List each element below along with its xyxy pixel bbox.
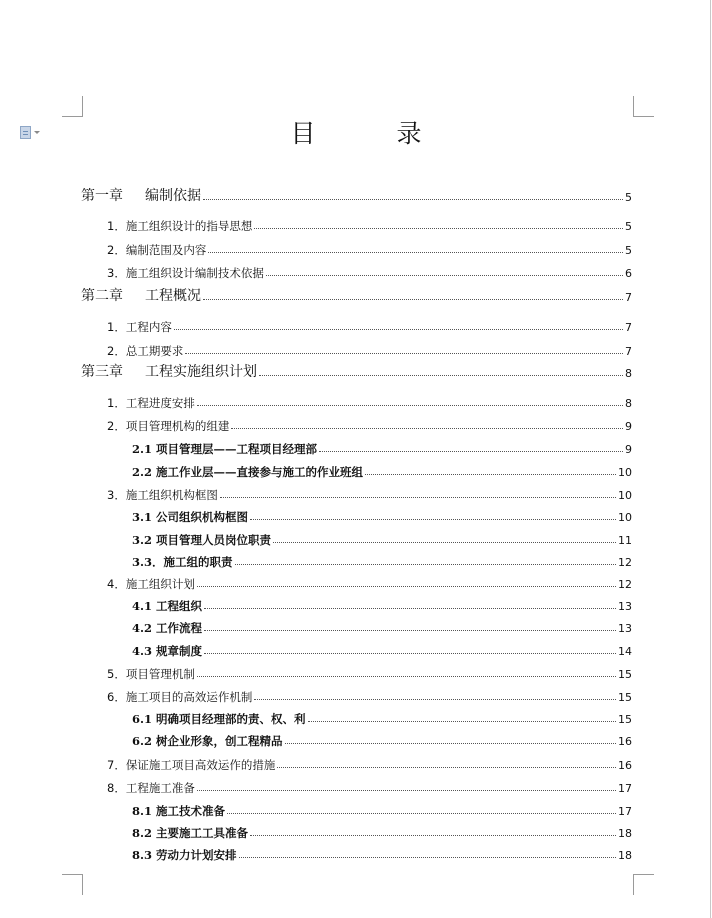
toc-leader-dots — [285, 743, 616, 744]
toc-page-number: 18 — [618, 849, 632, 862]
toc-page-number: 10 — [618, 489, 632, 502]
toc-leader-dots — [220, 497, 616, 498]
toc-entry-label: 1．施工组织设计的指导思想 — [107, 218, 253, 233]
toc-leader-dots — [239, 857, 616, 858]
toc-entry-title — [107, 666, 195, 681]
toc-entry-label: 8.3 劳动力计划安排 — [132, 847, 237, 862]
toc-entry[interactable] — [0, 412, 712, 432]
crop-mark-bottom-right — [633, 874, 654, 895]
toc-entry-label: 8.2 主要施工工具准备 — [132, 825, 249, 840]
toc-entry-title — [132, 509, 249, 524]
toc-page-number: 5 — [625, 191, 632, 204]
toc-leader-dots — [204, 608, 616, 609]
toc-entry-title — [81, 189, 201, 203]
toc-entry[interactable] — [0, 458, 712, 478]
toc-entry-label: 4.1 工程组织 — [132, 598, 203, 613]
toc-entry[interactable] — [0, 503, 712, 523]
toc-entry[interactable] — [0, 337, 712, 357]
toc-page-number: 18 — [618, 827, 632, 840]
toc-entry-title — [107, 242, 207, 257]
toc-entry-label: 6.1 明确项目经理部的责、权、利 — [132, 711, 306, 726]
toc-leader-dots — [231, 428, 623, 429]
toc-page-number: 15 — [618, 713, 632, 726]
toc-leader-dots — [174, 329, 623, 330]
toc-entry[interactable] — [0, 570, 712, 590]
toc-entry-label: 7．保证施工项目高效运作的措施 — [107, 757, 276, 772]
toc-entry-label: 8.1 施工技术准备 — [132, 803, 226, 818]
toc-entry[interactable] — [0, 705, 712, 725]
toc-entry[interactable] — [0, 259, 712, 279]
toc-entry-title — [132, 441, 318, 456]
toc-leader-dots — [277, 767, 616, 768]
toc-entry-label: 3．施工组织机构框图 — [107, 487, 218, 502]
toc-entry[interactable] — [0, 359, 712, 379]
toc-page-number: 15 — [618, 691, 632, 704]
toc-entry-title — [132, 733, 283, 748]
toc-entry-label: 4．施工组织计划 — [107, 576, 195, 591]
toc-leader-dots — [185, 353, 623, 354]
toc-entry[interactable] — [0, 389, 712, 409]
toc-page-number: 8 — [625, 367, 632, 380]
toc-entry-label: 工程概况 — [145, 288, 201, 304]
toc-page-number: 12 — [618, 578, 632, 591]
toc-entry-title — [132, 847, 237, 862]
toc-chapter-number: 第二章 — [81, 288, 123, 304]
toc-entry-label: 3.3．施工组的职责 — [132, 554, 233, 569]
toc-page-number: 5 — [625, 220, 632, 233]
toc-page-number: 12 — [618, 556, 632, 569]
toc-entry-title — [107, 689, 253, 704]
toc-entry-label: 2．编制范围及内容 — [107, 242, 207, 257]
toc-entry-label: 1．工程内容 — [107, 319, 172, 334]
toc-page-number: 9 — [625, 420, 632, 433]
toc-page-number: 5 — [625, 244, 632, 257]
toc-entry-label: 编制依据 — [145, 188, 201, 204]
toc-entry-title — [107, 576, 195, 591]
toc-entry[interactable] — [0, 183, 712, 203]
crop-mark-bottom-left — [62, 874, 83, 895]
toc-leader-dots — [266, 275, 623, 276]
toc-leader-dots — [227, 813, 616, 814]
toc-entry[interactable] — [0, 526, 712, 546]
toc-leader-dots — [308, 721, 616, 722]
toc-entry[interactable] — [0, 481, 712, 501]
toc-entry-title — [107, 418, 230, 433]
toc-leader-dots — [208, 252, 623, 253]
toc-leader-dots — [197, 676, 616, 677]
toc-entry-label: 2．项目管理机构的组建 — [107, 418, 230, 433]
toc-page-number: 10 — [618, 511, 632, 524]
toc-entry-label: 4.3 规章制度 — [132, 643, 203, 658]
toc-entry[interactable] — [0, 637, 712, 657]
toc-chapter-number: 第一章 — [81, 188, 123, 204]
toc-entry[interactable] — [0, 841, 712, 861]
toc-entry[interactable] — [0, 727, 712, 747]
toc-page-number: 10 — [618, 466, 632, 479]
toc-entry-title — [107, 757, 276, 772]
toc-entry-label: 3.1 公司组织机构框图 — [132, 509, 249, 524]
toc-leader-dots — [203, 199, 623, 200]
toc-entry-title — [132, 532, 272, 547]
toc-entry[interactable] — [0, 548, 712, 568]
toc-entry-label: 2.2 施工作业层——直接参与施工的作业班组 — [132, 464, 364, 479]
toc-page-number: 11 — [618, 534, 632, 547]
toc-entry-title — [107, 218, 253, 233]
toc-entry-label: 1．工程进度安排 — [107, 395, 195, 410]
toc-page-number: 16 — [618, 735, 632, 748]
toc-entry[interactable] — [0, 435, 712, 455]
toc-page-number: 17 — [618, 782, 632, 795]
page-title: 目 录 — [290, 119, 450, 148]
toc-entry-label: 8．工程施工准备 — [107, 780, 195, 795]
toc-entry-label: 4.2 工作流程 — [132, 620, 203, 635]
toc-entry-title — [107, 487, 218, 502]
toc-leader-dots — [204, 630, 616, 631]
toc-entry[interactable] — [0, 683, 712, 703]
toc-leader-dots — [204, 653, 616, 654]
toc-entry-title — [132, 825, 249, 840]
toc-page-number: 13 — [618, 600, 632, 613]
toc-entry-title — [107, 265, 264, 280]
toc-entry[interactable] — [0, 592, 712, 612]
toc-entry-title — [81, 289, 201, 303]
toc-entry[interactable] — [0, 212, 712, 232]
toc-page-number: 7 — [625, 345, 632, 358]
toc-entry-label: 3．施工组织设计编制技术依据 — [107, 265, 264, 280]
toc-page-number: 15 — [618, 668, 632, 681]
toc-entry-label: 6.2 树企业形象，创工程精品 — [132, 733, 283, 748]
toc-page-number: 6 — [625, 267, 632, 280]
toc-entry[interactable] — [0, 236, 712, 256]
toc-entry-label: 5．项目管理机制 — [107, 666, 195, 681]
toc-page-number: 13 — [618, 622, 632, 635]
toc-leader-dots — [235, 564, 616, 565]
toc-entry[interactable] — [0, 660, 712, 680]
toc-entry-title — [132, 711, 306, 726]
toc-entry-title — [132, 464, 364, 479]
toc-entry[interactable] — [0, 283, 712, 303]
toc-page-number: 7 — [625, 291, 632, 304]
toc-entry[interactable] — [0, 819, 712, 839]
toc-entry-label: 2．总工期要求 — [107, 343, 184, 358]
toc-entry-title — [132, 803, 226, 818]
toc-entry[interactable] — [0, 751, 712, 771]
toc-leader-dots — [365, 474, 616, 475]
toc-page-number: 7 — [625, 321, 632, 334]
toc-leader-dots — [197, 586, 616, 587]
toc-entry-label: 3.2 项目管理人员岗位职责 — [132, 532, 272, 547]
toc-entry-title — [132, 643, 203, 658]
toc-entry-title — [132, 620, 203, 635]
toc-entry-label: 6．施工项目的高效运作机制 — [107, 689, 253, 704]
toc-page-number: 8 — [625, 397, 632, 410]
toc-leader-dots — [273, 542, 616, 543]
toc-entry[interactable] — [0, 797, 712, 817]
toc-leader-dots — [250, 519, 616, 520]
toc-entry[interactable] — [0, 774, 712, 794]
toc-entry[interactable] — [0, 614, 712, 634]
toc-entry-title — [107, 343, 184, 358]
toc-entry-label: 2.1 项目管理层——工程项目经理部 — [132, 441, 318, 456]
toc-page-number: 17 — [618, 805, 632, 818]
toc-page-number: 16 — [618, 759, 632, 772]
toc-leader-dots — [319, 451, 623, 452]
toc-entry-title — [107, 780, 195, 795]
toc-page-number: 14 — [618, 645, 632, 658]
toc-entry-title — [81, 365, 257, 379]
toc-chapter-number: 第三章 — [81, 364, 123, 380]
toc-entry-title — [132, 598, 203, 613]
toc-page-number: 9 — [625, 443, 632, 456]
toc-entry-title — [107, 395, 195, 410]
toc-leader-dots — [197, 405, 623, 406]
toc-entry-label: 工程实施组织计划 — [145, 364, 257, 380]
toc-leader-dots — [197, 790, 616, 791]
toc-entry-title — [132, 554, 233, 569]
toc-entry[interactable] — [0, 313, 712, 333]
toc-leader-dots — [254, 228, 623, 229]
toc-leader-dots — [203, 299, 623, 300]
toc-leader-dots — [259, 375, 623, 376]
toc-entry-title — [107, 319, 172, 334]
toc-leader-dots — [254, 699, 616, 700]
toc-leader-dots — [250, 835, 616, 836]
